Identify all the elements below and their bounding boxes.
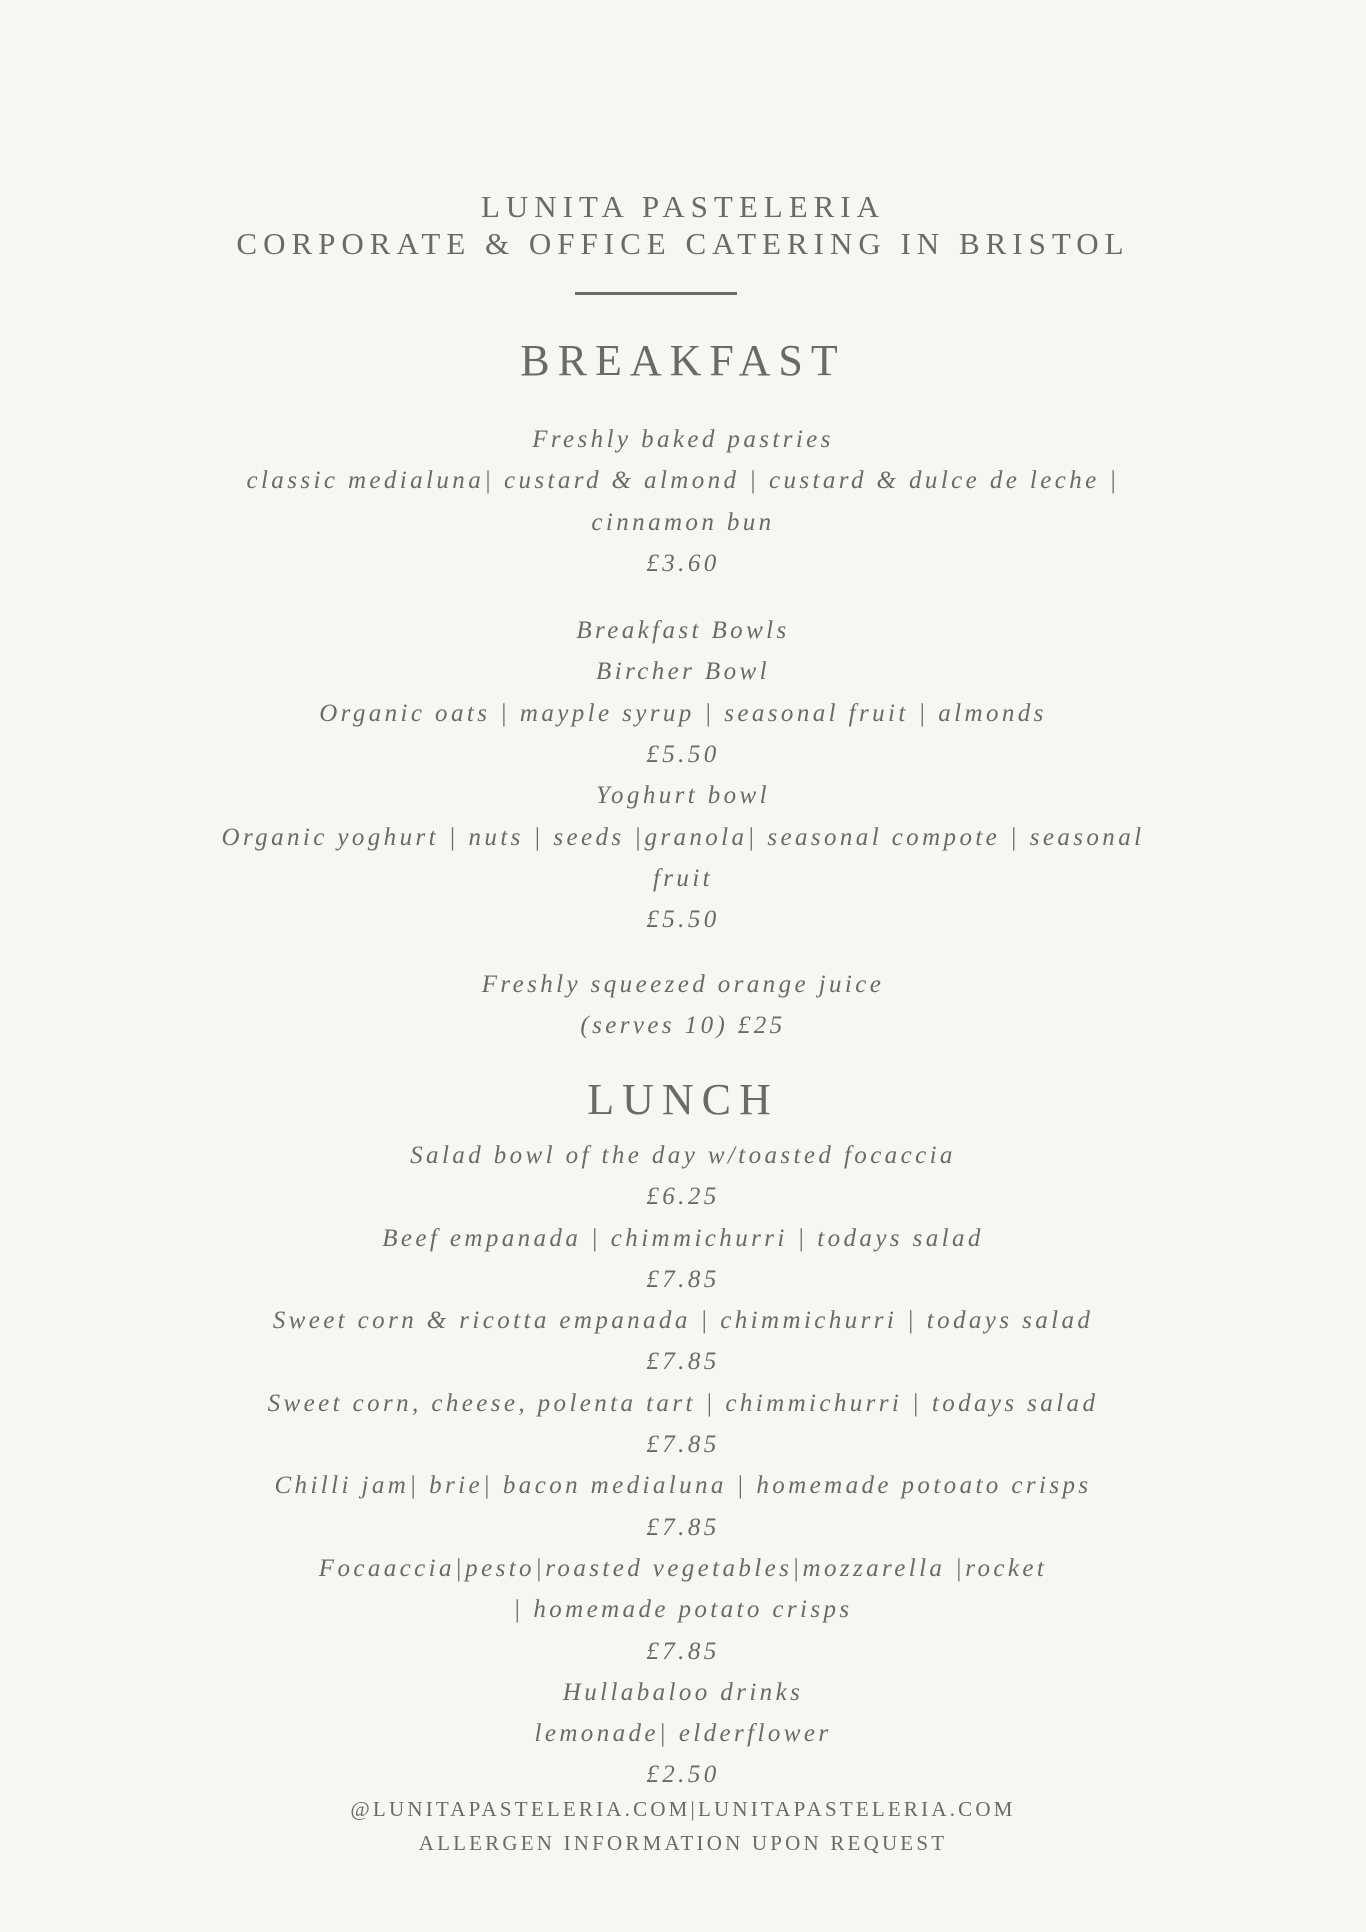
menu-line: Organic yoghurt | nuts | seeds |granola| seasonal compote | seasonal <box>221 823 1145 851</box>
menu-line: classic medialuna| custard & almond | custard & dulce de leche | <box>246 467 1120 495</box>
item-price: £7.85 <box>646 1431 720 1459</box>
breakfast-menu <box>0 419 1366 1046</box>
item-price: £3.60 <box>646 549 720 577</box>
item-price: £2.50 <box>646 1761 720 1789</box>
business-name: LUNITA PASTELERIA <box>480 189 886 224</box>
item-price: £5.50 <box>646 906 720 934</box>
item-price: £7.85 <box>646 1348 720 1376</box>
menu-line: Freshly baked pastries <box>532 426 834 453</box>
business-subtitle: CORPORATE & OFFICE CATERING IN BRISTOL <box>236 226 1130 261</box>
menu-line: Organic oats | mayple syrup | seasonal fruit | almonds <box>319 699 1047 727</box>
menu-line: Sweet corn, cheese, polenta tart | chimmichurri | todays salad <box>267 1389 1099 1417</box>
item-price: £6.25 <box>646 1183 720 1211</box>
breakfast-heading: BREAKFAST <box>520 336 846 385</box>
lunch-menu <box>0 1135 1366 1796</box>
menu-line: Chilli jam| brie| bacon medialuna | homemade potoato crisps <box>274 1472 1092 1500</box>
menu-line: Sweet corn & ricotta empanada | chimmichurri | todays salad <box>272 1307 1094 1335</box>
item-price: £5.50 <box>646 741 720 769</box>
lunch-heading: LUNCH <box>587 1075 779 1124</box>
item-price: £7.85 <box>646 1513 720 1541</box>
item-price: £7.85 <box>646 1265 720 1293</box>
menu-line: Yoghurt bowl <box>596 782 770 810</box>
menu-line: | homemade potato crisps <box>513 1596 853 1624</box>
menu-line: Bircher Bowl <box>596 658 770 686</box>
menu-line: lemonade| elderflower <box>534 1720 832 1748</box>
breakfast-item-group <box>0 610 1366 940</box>
menu-line: Salad bowl of the day w/toasted focaccia <box>410 1142 956 1169</box>
menu-line: fruit <box>652 864 714 892</box>
item-price: £7.85 <box>646 1637 720 1665</box>
menu-line: (serves 10) £25 <box>580 1011 786 1039</box>
contact-line: @LUNITAPASTELERIA.COM|LUNITAPASTELERIA.COM <box>350 1797 1016 1821</box>
menu-line: cinnamon bun <box>591 508 775 536</box>
menu-line: Breakfast Bowls <box>576 617 790 645</box>
menu-line: Freshly squeezed orange juice <box>481 970 885 998</box>
divider <box>575 292 737 295</box>
menu-line: Focaaccia|pesto|roasted vegetables|mozzarella |rocket <box>318 1554 1048 1582</box>
breakfast-item-group <box>0 964 1366 1047</box>
allergen-notice: ALLERGEN INFORMATION UPON REQUEST <box>418 1831 948 1855</box>
menu-line: Hullabaloo drinks <box>562 1678 804 1706</box>
breakfast-item-group <box>0 419 1366 584</box>
menu-line: Beef empanada | chimmichurri | todays salad <box>382 1224 984 1252</box>
